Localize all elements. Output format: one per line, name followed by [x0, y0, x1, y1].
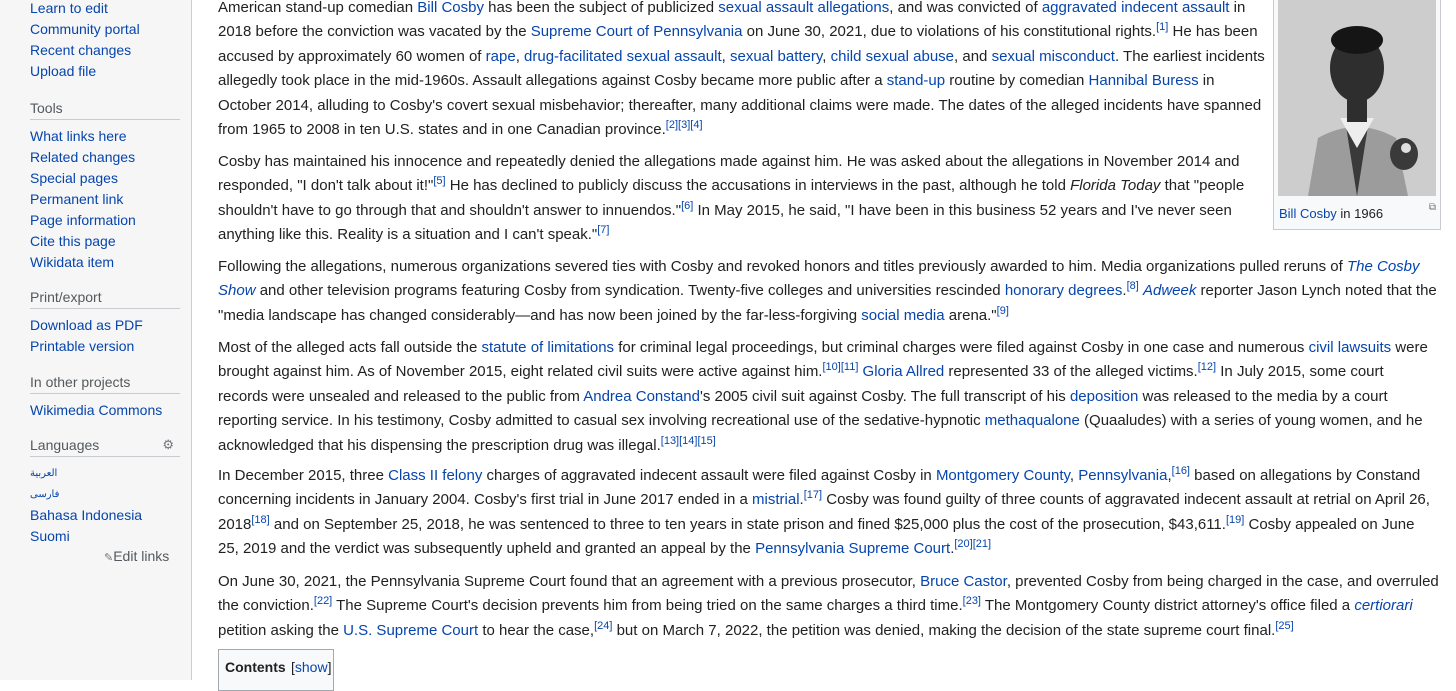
text-run: , — [822, 47, 831, 65]
citation-superscript — [1226, 514, 1244, 526]
edit-links[interactable] — [104, 548, 169, 564]
text-run: . — [1122, 282, 1127, 300]
sidebar-item-cite-this-page[interactable]: Cite this page — [30, 233, 116, 249]
article-link[interactable]: sexual assault allegations — [718, 0, 890, 16]
toc-show-link[interactable]: show — [294, 659, 328, 675]
infobox-caption — [1279, 206, 1383, 221]
citation-superscript — [804, 489, 822, 501]
citation-superscript — [963, 595, 981, 607]
citation-superscript — [661, 435, 679, 447]
citation-superscript — [697, 435, 715, 447]
text-run: but on March 7, 2022, the petition was denied, making the decision of the state supreme court final. — [612, 621, 1276, 639]
gear-icon[interactable]: ⚙ — [162, 437, 174, 452]
article-link[interactable]: civil lawsuits — [1308, 339, 1392, 356]
citation-superscript — [1172, 465, 1190, 477]
sidebar-item-learn-to-edit[interactable]: Learn to edit — [30, 0, 108, 16]
caption-year: in 1966 — [1336, 206, 1384, 221]
citation-superscript — [594, 620, 612, 632]
reference-link[interactable]: [21] — [972, 538, 992, 551]
article-link-italic[interactable]: The Cosby Show — [218, 258, 1420, 300]
reference-link[interactable]: [19] — [1225, 513, 1245, 526]
article-link[interactable]: sexual misconduct — [991, 47, 1115, 65]
article-link[interactable]: Gloria Allred — [862, 363, 945, 381]
caption-link-bill-cosby[interactable]: Bill Cosby — [1279, 206, 1337, 221]
citation-superscript — [597, 224, 609, 236]
text-run: Cosby was found guilty of three counts of aggravated indecent assault at retrial on April 26, 2018 — [218, 491, 1430, 533]
sidebar-item-download-pdf[interactable]: Download as PDF — [30, 317, 143, 333]
article-link[interactable]: social media — [861, 306, 945, 324]
article-link[interactable]: methaqualone — [984, 412, 1080, 430]
sidebar-navigation — [30, 0, 180, 82]
article-link[interactable]: Montgomery County — [935, 467, 1070, 484]
table-of-contents — [218, 649, 334, 691]
citation-superscript — [973, 538, 991, 550]
reference-link[interactable]: [15] — [697, 434, 716, 447]
text-run: , — [515, 47, 525, 65]
text-run: and other television programs featuring Cosby from syndication. Twenty-five colleges and universities rescinded — [255, 282, 1005, 300]
article-link[interactable]: drug-facilitated sexual assault — [524, 47, 722, 65]
text-run: American stand-up comedian — [218, 0, 418, 16]
language-link-persian[interactable]: فارسی — [30, 489, 60, 500]
text-run: has been the subject of publicized — [483, 0, 719, 16]
sidebar-item-what-links-here[interactable]: What links here — [30, 128, 127, 144]
text-run: (Quaaludes) with a series of young women, and he acknowledged that his dispensing the prescription drug was illegal. — [218, 412, 1423, 454]
citation-superscript — [678, 119, 690, 131]
reference-link[interactable]: [22] — [313, 595, 333, 608]
citation-superscript — [1127, 280, 1139, 292]
language-link-finnish[interactable]: Suomi — [30, 528, 70, 544]
sidebar-item-permanent-link[interactable]: Permanent link — [30, 191, 124, 207]
toc-toggle — [291, 659, 331, 675]
text-run: He has been accused by approximately 60 women of — [218, 23, 1258, 65]
reference-link[interactable]: [24] — [594, 619, 613, 632]
reference-link[interactable]: [5] — [433, 175, 446, 188]
reference-link[interactable]: [11] — [840, 361, 859, 374]
sidebar-item-community-portal[interactable]: Community portal — [30, 21, 140, 37]
reference-link[interactable]: [4] — [690, 119, 703, 132]
paragraph-criminal-trial — [218, 464, 1436, 562]
text-run: Cosby appealed on June 25, 2019 and the verdict was subsequently upheld and granted an appeal by the — [218, 515, 1415, 558]
toc-bracket-open: [ — [291, 659, 295, 675]
article-link[interactable]: deposition — [1069, 387, 1139, 405]
text-run: In July 2015, some court records were unsealed and released to the public from — [218, 363, 1384, 405]
reference-link[interactable]: [13] — [660, 434, 680, 447]
edit-links-label: Edit links — [113, 548, 170, 564]
language-link-arabic[interactable]: العربية — [30, 468, 58, 479]
text-run: In December 2015, three — [218, 467, 389, 484]
citation-superscript — [690, 119, 702, 131]
other-projects-heading: In other projects — [30, 374, 180, 394]
sidebar-tools — [30, 100, 180, 273]
reference-link[interactable]: [25] — [1275, 619, 1294, 632]
reference-link[interactable]: [2] — [665, 119, 679, 132]
reference-link[interactable]: [12] — [1197, 361, 1217, 374]
citation-superscript — [997, 305, 1009, 317]
reference-link[interactable]: [17] — [803, 489, 823, 502]
text-run: routine by comedian — [945, 72, 1089, 90]
article-link[interactable]: statute of limitations — [481, 339, 615, 356]
article-link-italic[interactable]: certiorari — [1354, 597, 1413, 615]
reference-link[interactable]: [3] — [678, 119, 691, 132]
text-run: , — [1069, 467, 1079, 484]
citation-superscript — [1198, 361, 1216, 373]
sidebar-item-upload-file[interactable]: Upload file — [30, 63, 97, 79]
text-run: petition asking the — [218, 621, 344, 639]
article-link[interactable]: mistrial — [752, 491, 800, 509]
languages-heading: Languages — [30, 437, 180, 457]
text-run: that "people shouldn't have to go through that and shouldn't answer to innuendos." — [218, 177, 1245, 219]
reference-link[interactable]: [7] — [597, 224, 610, 237]
text-run: , — [721, 47, 730, 65]
article-link[interactable]: U.S. Supreme Court — [343, 621, 479, 639]
reference-link[interactable]: [16] — [1171, 465, 1190, 477]
article-link[interactable]: Hannibal Buress — [1088, 72, 1199, 90]
sidebar-other-projects — [30, 374, 180, 421]
text-run: arena." — [944, 306, 997, 324]
sidebar-item-special-pages[interactable]: Special pages — [30, 170, 118, 186]
paragraph-organizations — [218, 255, 1440, 328]
paragraph-intro — [218, 0, 1266, 142]
portrait-illustration — [1278, 0, 1436, 196]
article-link[interactable]: rape — [485, 47, 516, 65]
text-run: was released to the media by a court reporting service. In his testimony, Cosby admitted to casual sex involving recreational use of the sedative-hypnotic — [218, 387, 1388, 430]
toc-bracket-close: ] — [327, 659, 332, 675]
text-run: . — [950, 540, 955, 558]
sidebar-item-printable-version[interactable]: Printable version — [30, 338, 135, 354]
text-run: based on allegations by Constand concerning incidents in January 2004. Cosby's first trial in June 2017 ended in a — [218, 467, 1421, 509]
reference-link[interactable]: [20] — [954, 538, 973, 551]
text-run: The Supreme Court's decision prevents him from being tried on the same charges a third time. — [332, 597, 963, 615]
print-export-heading: Print/export — [30, 289, 180, 309]
text-run: to hear the case, — [478, 621, 595, 639]
text-run: charges of aggravated indecent assault were filed against Cosby in — [482, 467, 936, 484]
citation-superscript — [822, 361, 840, 373]
article-link[interactable]: Supreme Court of Pennsylvania — [530, 23, 743, 41]
citation-superscript — [433, 175, 445, 187]
reference-link[interactable]: [10] — [822, 361, 841, 374]
citation-superscript — [841, 361, 859, 373]
text-run: in October 2014, alluding to Cosby's covert sexual misbehavior; thereafter, many additional claims were made. The dates of the alleged incidents have spanned from 1965 to 2008 in ten U.S. states and in one Canadian province. — [218, 72, 1262, 139]
text-run: , and was convicted of — [889, 0, 1042, 16]
text-run: in 2018 before the conviction was vacated by the — [218, 0, 1246, 41]
text-run: , — [1167, 467, 1172, 484]
text-run: on June 30, 2021, due to violations of his constitutional rights. — [742, 23, 1157, 41]
text-run: reporter Jason Lynch noted that the "media landscape has changed considerably—and has now been joined by the far-less-forgiving — [218, 282, 1437, 324]
citation-superscript — [681, 200, 693, 212]
text-run: The Montgomery County district attorney's office filed a — [981, 597, 1355, 615]
sidebar-item-related-changes[interactable]: Related changes — [30, 149, 136, 165]
article-link[interactable]: stand-up — [886, 72, 946, 90]
article-link[interactable]: Class II felony — [388, 467, 483, 484]
reference-link[interactable]: [1] — [1156, 21, 1169, 34]
text-run: , and — [954, 47, 992, 65]
sidebar-item-page-information[interactable]: Page information — [30, 212, 136, 228]
text-run: represented 33 of the alleged victims. — [944, 363, 1198, 381]
reference-link[interactable]: [8] — [1126, 280, 1139, 293]
paragraph-civil-suits — [218, 336, 1436, 458]
sidebar-languages — [30, 437, 180, 547]
text-run: . The earliest incidents allegedly took place in the mid-1960s. Assault allegations against Cosby became more public after a — [218, 47, 1265, 90]
citation-superscript — [679, 435, 697, 447]
language-link-indonesian[interactable]: Bahasa Indonesia — [30, 507, 143, 523]
citation-superscript — [251, 514, 269, 526]
article-link-italic[interactable]: Adweek — [1142, 282, 1197, 300]
text-run: and on September 25, 2018, he was sentenced to three to ten years in state prison and fined $25,000 plus the cost of the prosecution, $43,611. — [269, 515, 1226, 533]
citation-superscript — [666, 119, 678, 131]
reference-link[interactable]: [14] — [679, 434, 698, 447]
article-link[interactable]: sexual battery — [729, 47, 823, 65]
article-link[interactable]: child sexual abuse — [830, 47, 955, 65]
text-run: were brought against him. As of November 2015, eight related civil suits were active against him. — [218, 339, 1428, 381]
tools-heading: Tools — [30, 100, 180, 120]
article-link[interactable]: Bruce Castor — [920, 573, 1007, 590]
article-link[interactable]: Pennsylvania — [1078, 467, 1168, 484]
sidebar-item-wikidata-item[interactable]: Wikidata item — [30, 254, 115, 270]
article-link[interactable]: aggravated indecent assault — [1041, 0, 1230, 16]
text-run: On June 30, 2021, the Pennsylvania Supreme Court found that an agreement with a previous prosecutor, — [218, 573, 921, 590]
text-run: for criminal legal proceedings, but criminal charges were filed against Cosby in one case and numerous — [614, 339, 1309, 356]
reference-link[interactable]: [9] — [996, 304, 1009, 317]
text-run: Cosby has maintained his innocence and repeatedly denied the allegations made against him. He was asked about the allegations in November 2014 and responded, "I don't talk about it!" — [218, 153, 1240, 195]
article-link[interactable]: Pennsylvania Supreme Court — [755, 540, 951, 558]
portrait-image[interactable] — [1278, 0, 1436, 196]
sidebar — [0, 0, 192, 680]
reference-link[interactable]: [23] — [962, 595, 981, 608]
article-link[interactable]: honorary degrees — [1004, 282, 1123, 300]
citation-superscript — [1275, 620, 1293, 632]
text-run: 's 2005 civil suit against Cosby. The full transcript of his — [699, 387, 1070, 405]
text-run: Most of the alleged acts fall outside the — [218, 339, 482, 356]
citation-superscript — [954, 538, 972, 550]
reference-link[interactable]: [18] — [251, 513, 270, 526]
pencil-icon: ✎ — [104, 552, 114, 564]
article-link[interactable]: Andrea Constand — [583, 387, 700, 405]
toc-title: Contents — [225, 659, 286, 675]
article-link[interactable]: Bill Cosby — [417, 0, 484, 16]
text-run: Following the allegations, numerous organizations severed ties with Cosby and revoked honors and titles previously awarded to him. Media organizations pulled reruns of — [218, 258, 1347, 275]
text-run: In May 2015, he said, "I have been in this business 52 years and I've never seen anything like this. Reality is a situation and I can't speak." — [218, 201, 1232, 244]
citation-superscript — [314, 595, 332, 607]
sidebar-item-wikimedia-commons[interactable]: Wikimedia Commons — [30, 402, 163, 418]
sidebar-print-export — [30, 289, 180, 357]
text-run: , prevented Cosby from being charged in the case, and overruled the conviction. — [218, 573, 1439, 615]
magnify-icon[interactable]: ⧉ — [1428, 202, 1436, 213]
italic-text: Florida Today — [1070, 177, 1161, 195]
text-run: . — [799, 491, 804, 509]
paragraph-denial — [218, 150, 1248, 248]
citation-superscript — [1156, 21, 1168, 33]
reference-link[interactable]: [6] — [681, 199, 694, 212]
text-run: He has declined to publicly discuss the accusations in interviews in the past, although he told — [445, 177, 1071, 195]
sidebar-item-recent-changes[interactable]: Recent changes — [30, 42, 132, 58]
infobox — [1273, 0, 1441, 230]
paragraph-supreme-court — [218, 570, 1440, 643]
